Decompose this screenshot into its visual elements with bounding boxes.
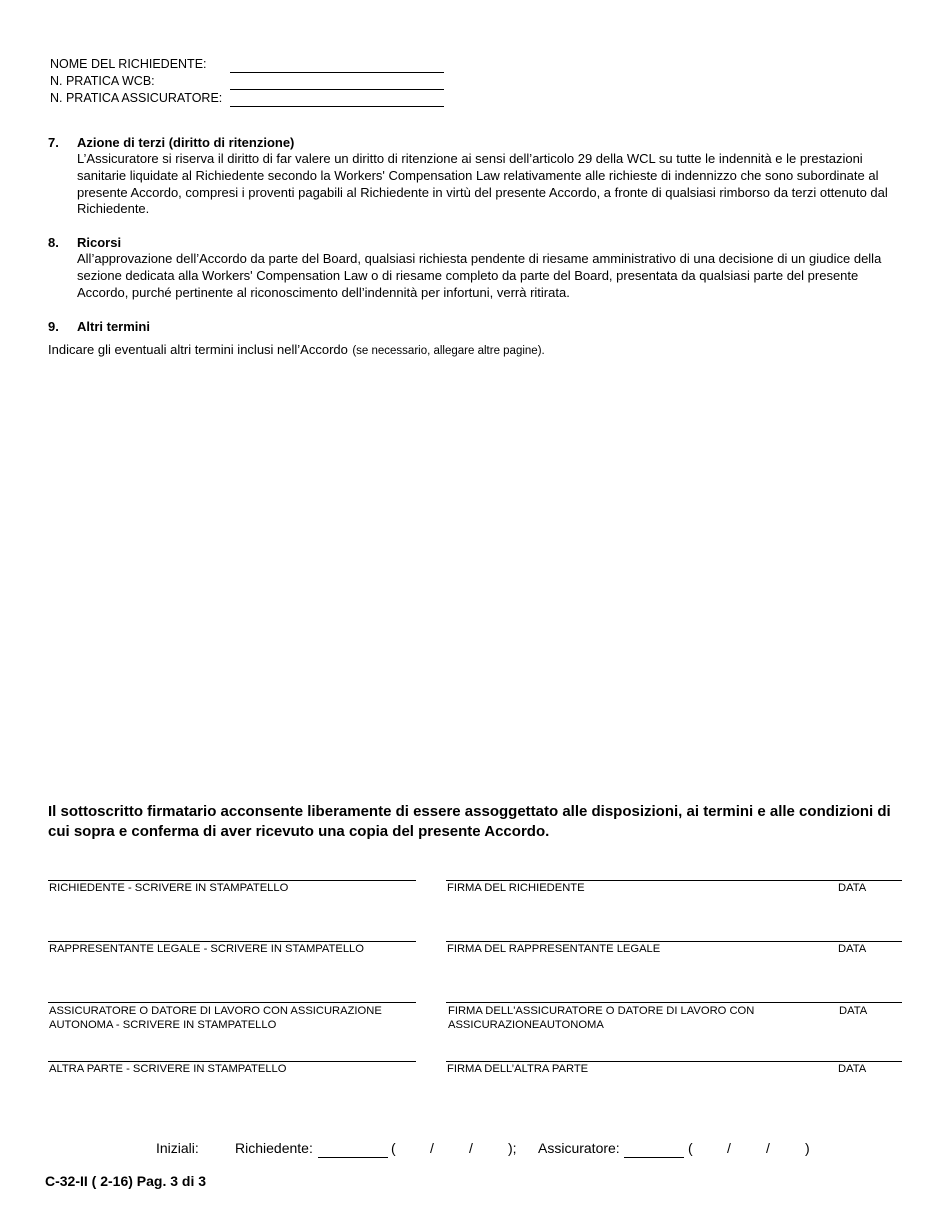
claimant-date-close-paren: ); [508, 1140, 517, 1156]
insurer-date-slash-1: / [727, 1140, 731, 1156]
legal-rep-name-label: RAPPRESENTANTE LEGALE - SCRIVERE IN STAMPATELLO [49, 943, 364, 955]
section-9-number: 9. [48, 319, 59, 334]
insurer-case-field[interactable] [230, 106, 444, 107]
other-party-name-line[interactable] [48, 1061, 416, 1062]
claimant-date-open-paren: ( [391, 1140, 396, 1156]
initials-insurer-label: Assicuratore: [538, 1140, 620, 1156]
claimant-name-field[interactable] [230, 72, 444, 73]
insurer-initials-field[interactable] [624, 1143, 684, 1158]
insurer-name-line[interactable] [48, 1002, 416, 1003]
insurer-name-label: ASSICURATORE O DATORE DI LAVORO CON ASSICURAZIONE AUTONOMA - SCRIVERE IN STAMPATELLO [49, 1005, 382, 1031]
claimant-name-label: NOME DEL RICHIEDENTE: [50, 57, 207, 71]
section-8-title: Ricorsi [77, 235, 122, 250]
section-7-title: Azione di terzi (diritto di ritenzione) [77, 135, 295, 150]
insurer-date-close-paren: ) [805, 1140, 810, 1156]
wcb-case-label: N. PRATICA WCB: [50, 74, 155, 88]
legal-rep-name-line[interactable] [48, 941, 416, 942]
section-9-body: Indicare gli eventuali altri termini inclusi nell’Accordo [48, 342, 348, 357]
legal-rep-signature-line[interactable] [446, 941, 902, 942]
other-party-name-label: ALTRA PARTE - SCRIVERE IN STAMPATELLO [49, 1063, 287, 1075]
section-9-title: Altri termini [77, 319, 150, 334]
acknowledgement-statement: Il sottoscritto firmatario acconsente liberamente di essere assoggettato alle disposizioni, ai termini e alle condizioni di cui sopra e conferma di aver ricevuto una copia del presente Accordo. [48, 803, 891, 840]
claimant-date-slash-2: / [469, 1140, 473, 1156]
section-7-number: 7. [48, 135, 59, 150]
initials-label: Iniziali: [156, 1140, 199, 1156]
insurer-signature-line[interactable] [446, 1002, 902, 1003]
section-9-note: (se necessario, allegare altre pagine). [352, 345, 545, 357]
claimant-date-slash-1: / [430, 1140, 434, 1156]
insurer-date-slash-2: / [766, 1140, 770, 1156]
wcb-case-field[interactable] [230, 89, 444, 90]
section-7-body: L’Assicuratore si riserva il diritto di far valere un diritto di ritenzione ai sensi dell’articolo 29 della WCL su tutte le indennità e le prestazioni sanitarie liquidate al Richiedente secondo la Workers' Compensation Law relativamente alle richieste di indennizzo che sono subordinate al presente Accordo, compresi i proventi pagabili al Richiedente in virtù del presente Accordo, a fronte di qualsiasi rimborso da terzi ottenuto dal Richiedente. [77, 151, 888, 217]
claimant-name-label: RICHIEDENTE - SCRIVERE IN STAMPATELLO [49, 882, 289, 894]
claimant-signature-line[interactable] [446, 880, 902, 881]
initials-claimant-label: Richiedente: [235, 1140, 313, 1156]
insurer-date-label: DATA [839, 1005, 868, 1017]
legal-rep-date-label: DATA [838, 943, 867, 955]
claimant-name-line[interactable] [48, 880, 416, 881]
claimant-signature-label: FIRMA DEL RICHIEDENTE [447, 882, 585, 894]
other-party-signature-line[interactable] [446, 1061, 902, 1062]
claimant-date-label: DATA [838, 882, 867, 894]
other-party-signature-label: FIRMA DELL’ALTRA PARTE [447, 1063, 589, 1075]
insurer-date-open-paren: ( [688, 1140, 693, 1156]
legal-rep-signature-label: FIRMA DEL RAPPRESENTANTE LEGALE [447, 943, 661, 955]
insurer-signature-label: FIRMA DELL'ASSICURATORE O DATORE DI LAVORO CON ASSICURAZIONEAUTONOMA [448, 1005, 755, 1031]
section-9-instructions [48, 341, 545, 359]
other-party-date-label: DATA [838, 1063, 867, 1075]
other-terms-area[interactable] [48, 365, 903, 785]
insurer-case-label: N. PRATICA ASSICURATORE: [50, 91, 223, 105]
claimant-initials-field[interactable] [318, 1143, 388, 1158]
form-id-footer: C-32-II ( 2-16) Pag. 3 di 3 [45, 1173, 207, 1189]
section-8-body: All’approvazione dell’Accordo da parte del Board, qualsiasi richiesta pendente di riesame amministrativo di una decisione di un giudice della sezione dedicata alla Workers' Compensation Law o di riesame completo da parte del Board, presentata da qualsiasi parte del presente Accordo, purché pertinente al riconoscimento dell’indennità per infortuni, verrà ritirata. [77, 251, 882, 300]
section-8-number: 8. [48, 235, 59, 250]
